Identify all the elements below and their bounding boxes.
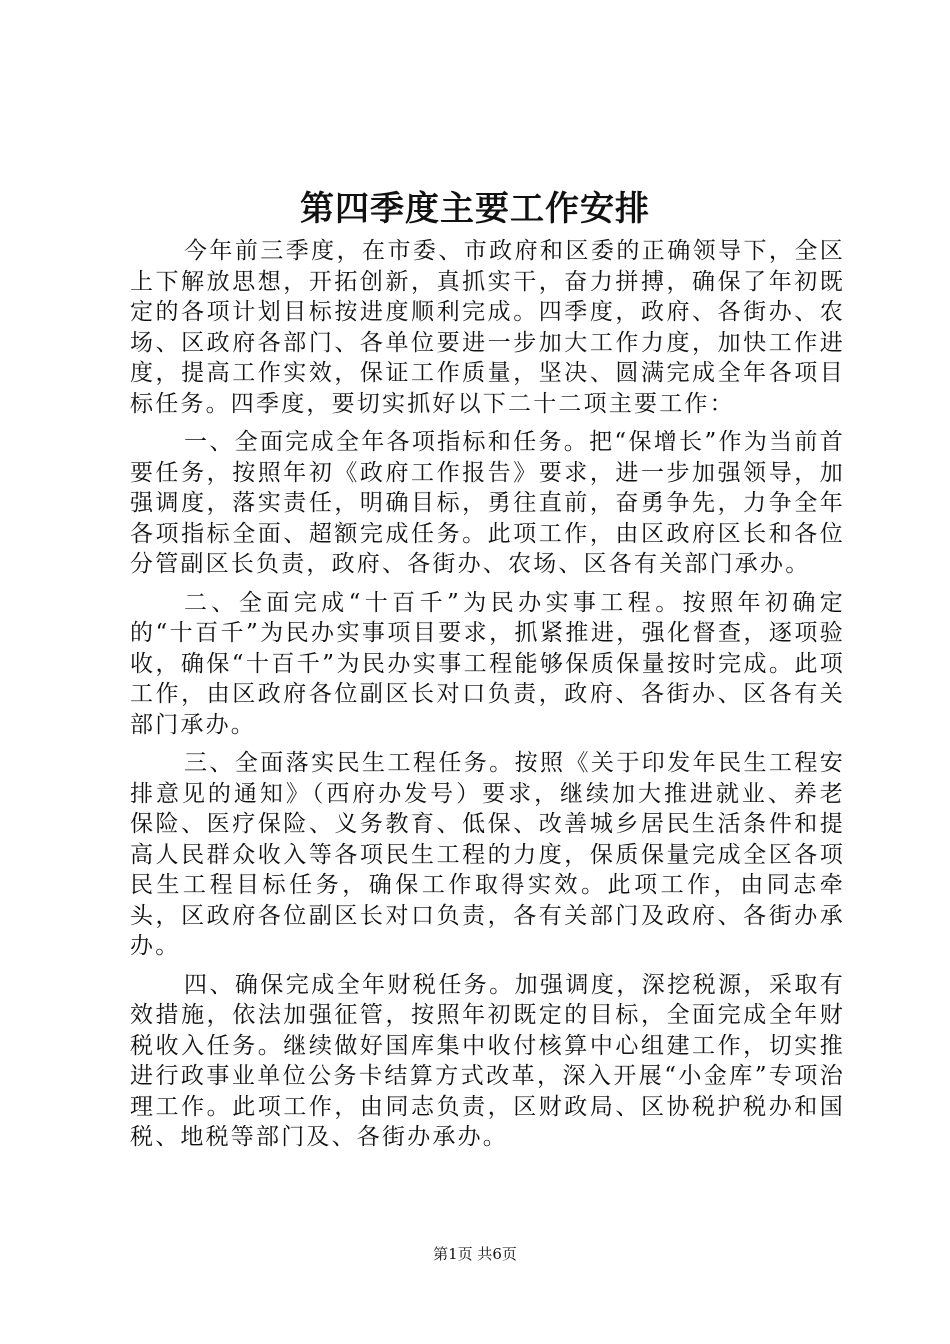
paragraph-item-4: 四、确保完成全年财税任务。加强调度，深挖税源，采取有效措施，依法加强征管，按照年初既定的目标，全面完成全年财税收入任务。继续做好国库集中收付核算中心组建工作，切实推进行政事业单位公务卡结算方式改革，深入开展“小金库”专项治理工作。此项工作，由同志负责，区财政局、区协税护税办和国税、地税等部门及、各街办承办。: [130, 971, 845, 1150]
paragraph-item-1: 一、全面完成全年各项指标和任务。把“保增长”作为当前首要任务，按照年初《政府工作报告》要求，进一步加强领导，加强调度，落实责任，明确目标，勇往直前，奋勇争先，力争全年各项指标全面、超额完成任务。此项工作，由区政府区长和各位分管副区长负责，政府、各街办、农场、区各有关部门承办。: [130, 429, 845, 577]
page-number-footer: 第1页 共6页: [433, 1245, 517, 1263]
document-body: [130, 236, 845, 1161]
paragraph-item-3: 三、全面落实民生工程任务。按照《关于印发年民生工程安排意见的通知》（西府办发号）要求，继续加大推进就业、养老保险、医疗保险、义务教育、低保、改善城乡居民生活条件和提高人民群众收入等各项民生工程的力度，保质保量完成全区各项民生工程目标任务，确保工作取得实效。此项工作，由同志牵头，区政府各位副区长对口负责，各有关部门及政府、各街办承办。: [130, 750, 845, 959]
document-title: 第四季度主要工作安排: [300, 189, 650, 229]
paragraph-intro: 今年前三季度，在市委、市政府和区委的正确领导下，全区上下解放思想，开拓创新，真抓实干，奋力拼搏，确保了年初既定的各项计划目标按进度顺利完成。四季度，政府、各街办、农场、区政府各部门、各单位要进一步加大工作力度，加快工作进度，提高工作实效，保证工作质量，坚决、圆满完成全年各项目标任务。四季度，要切实抓好以下二十二项主要工作：: [130, 238, 845, 417]
paragraph-item-2: 二、全面完成“十百千”为民办实事工程。按照年初确定的“十百千”为民办实事项目要求，抓紧推进，强化督查，逐项验收，确保“十百千”为民办实事工程能够保质保量按时完成。此项工作，由区政府各位副区长对口负责，政府、各街办、区各有关部门承办。: [130, 589, 845, 738]
